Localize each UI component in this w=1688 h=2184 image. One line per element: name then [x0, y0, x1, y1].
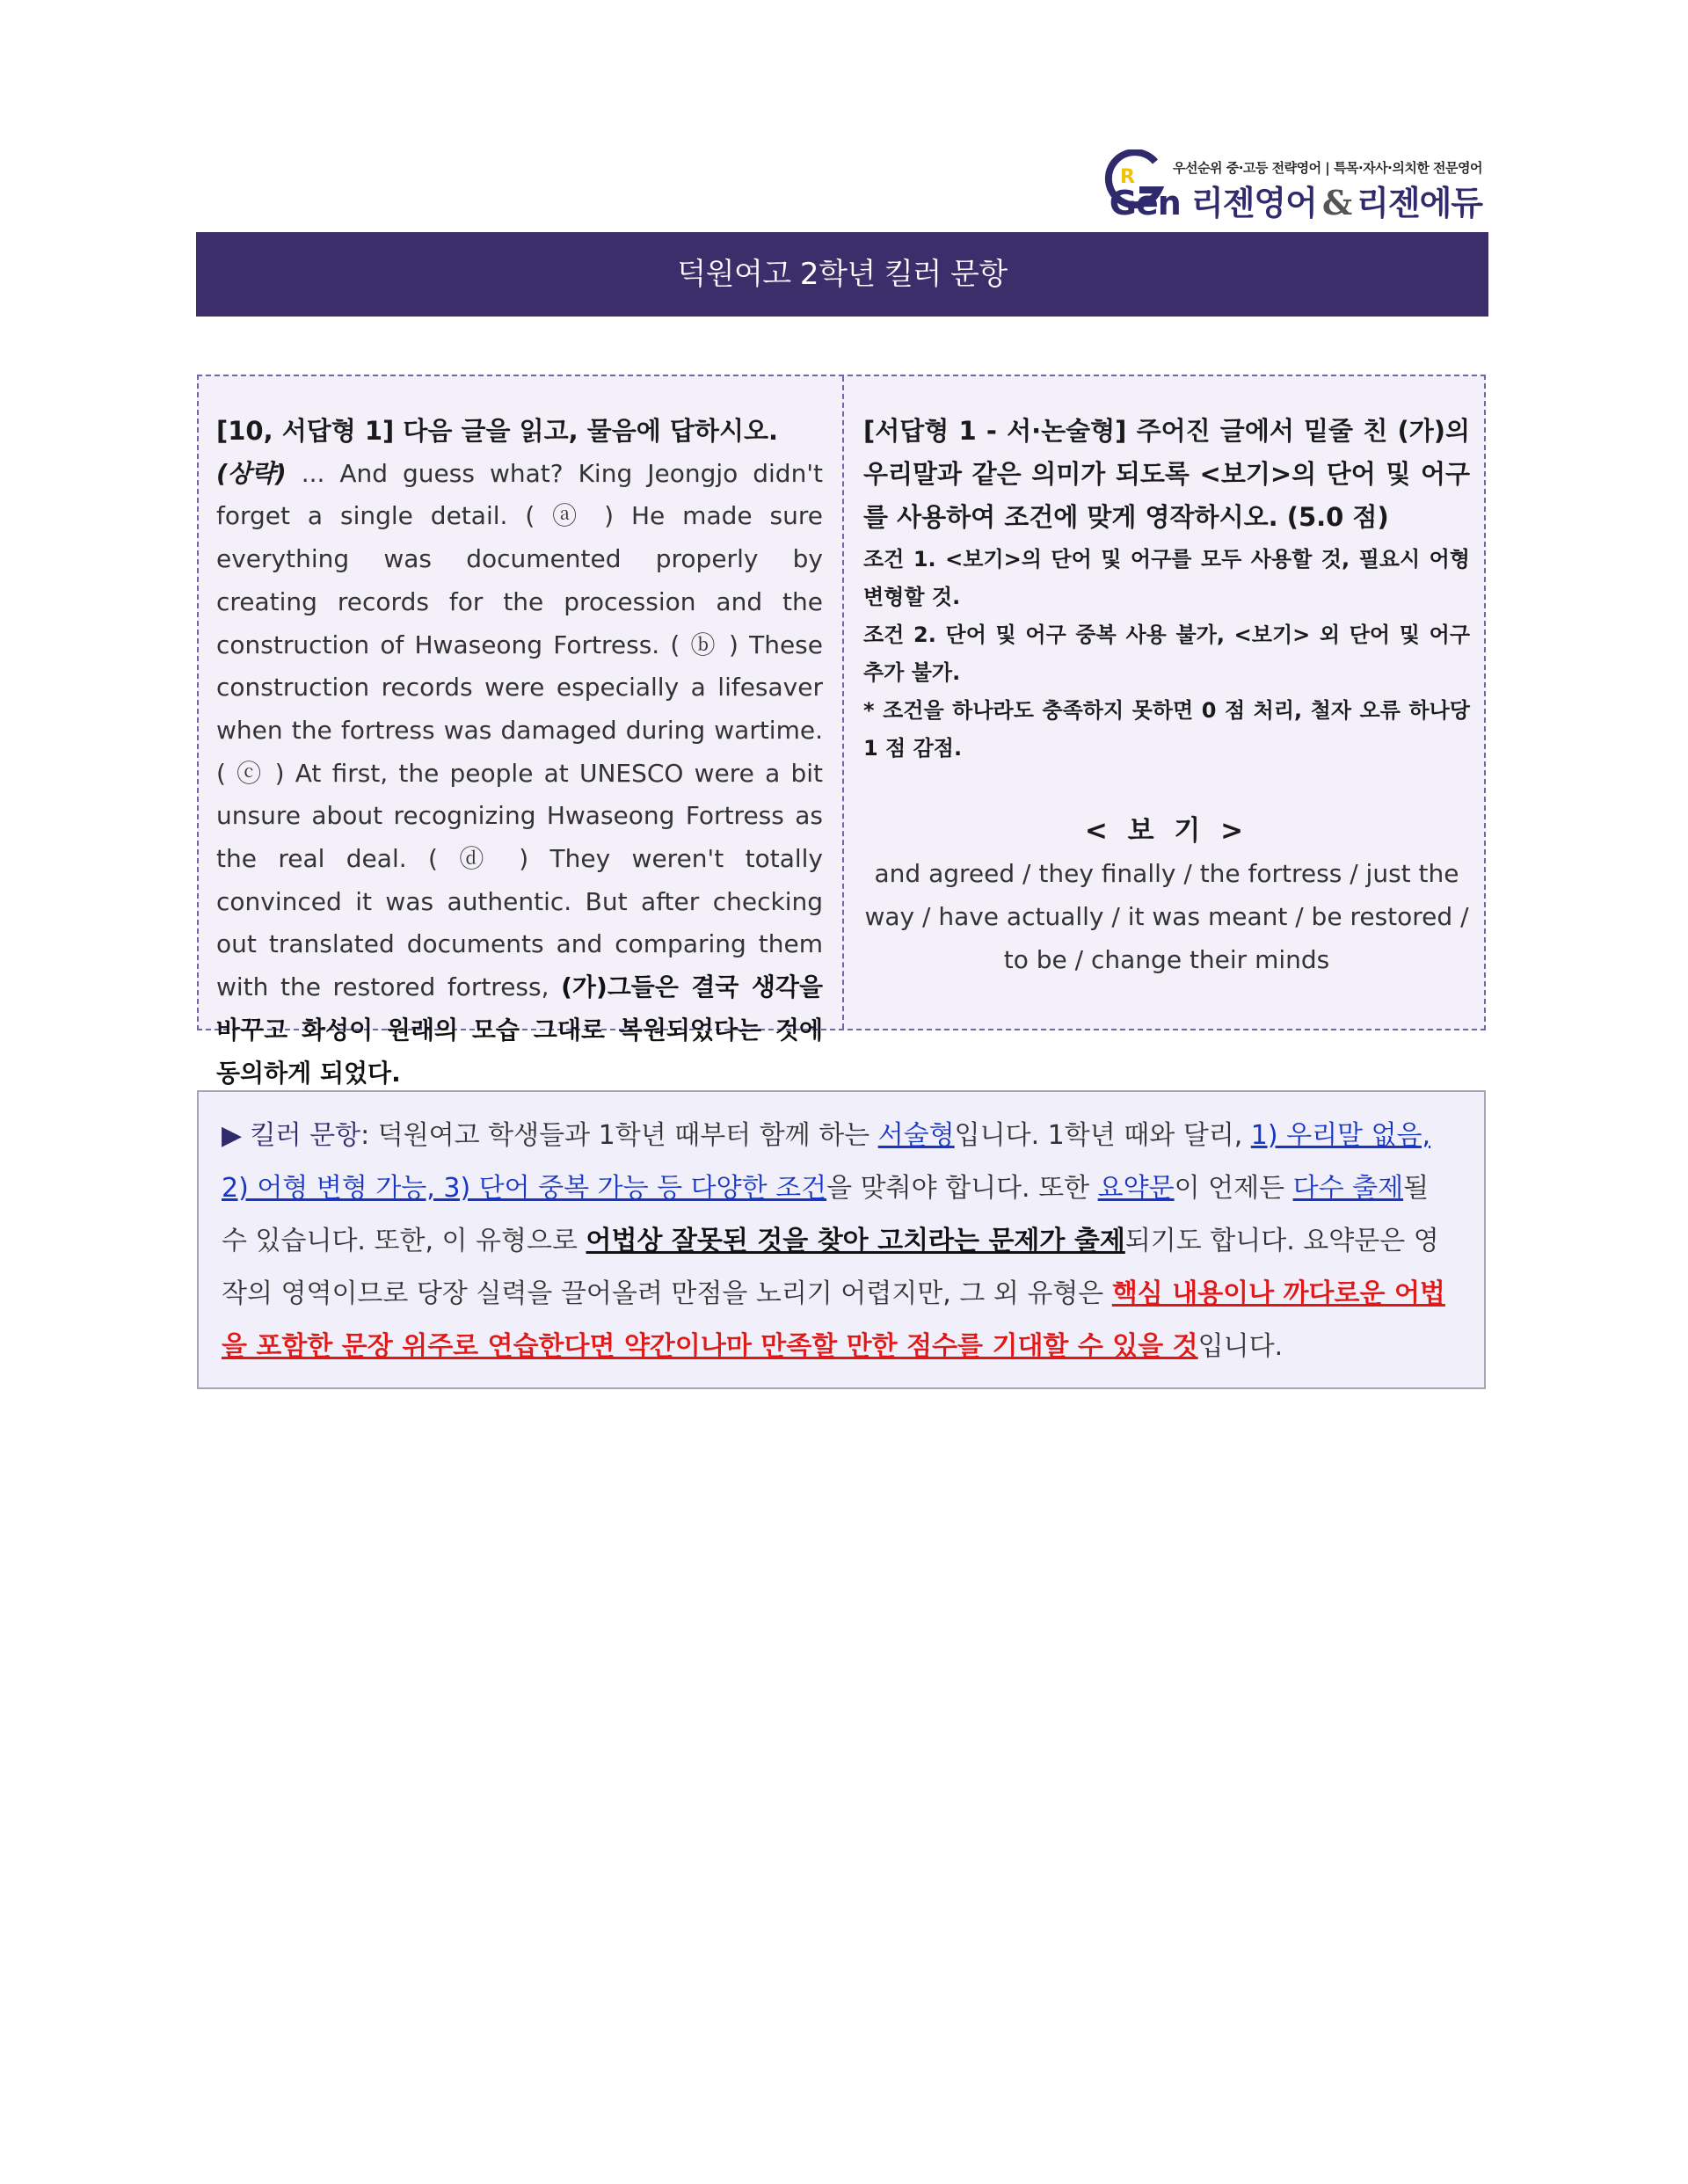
commentary-part: 이 언제든: [1174, 1173, 1293, 1204]
underlined-sentence: (가)그들은 결국 생각을 바꾸고 화성이 원래의 모습 그대로 복원되었다는 것에 동의하게 되었다.: [216, 972, 823, 1088]
commentary-part: : 덕원여고 학생들과 1학년 때부터 함께 하는: [360, 1120, 878, 1151]
logo-ampersand: &: [1321, 183, 1352, 222]
logo-brand-right: 리젠에듀: [1357, 184, 1482, 222]
logo-brand-left: Gen 리젠영어: [1109, 184, 1317, 222]
question-box: [197, 375, 1486, 1088]
commentary-part: 되기도 합니다. 요약문은 영작의 영역이므로 당장 실력을 끌어올려 만점을 노리기 어렵지만, 그 외 유형은: [222, 1226, 1439, 1309]
logo-brand-name: [1110, 176, 1482, 224]
question-heading: [10, 서답형 1] 다음 글을 읽고, 물음에 답하시오.: [216, 416, 778, 446]
logo-tagline: 우선순위 중·고등 전략영어 | 특목·자사·의치한 전문영어: [1173, 160, 1482, 176]
page-title: 덕원여고 2학년 킬러 문항: [196, 232, 1488, 317]
commentary-part: 입니다.: [1197, 1331, 1284, 1362]
bogi-word-list: and agreed / they finally / the fortress / just the way / have actually / it was meant / be restored / to be / change their minds: [864, 859, 1469, 974]
condition-2: 조건 2. 단어 및 어구 중복 사용 불가, <보기> 외 단어 및 어구 추가 불가.: [863, 622, 1470, 685]
conditions: [863, 541, 1470, 768]
highlight-blue: 1) 우리말 없음, 2) 어형 변형 가능, 3) 단어 중복 가능 등 다양한 조건: [222, 1120, 1431, 1204]
commentary-label: 킬러 문항: [242, 1120, 361, 1151]
instruction-column: [863, 410, 1470, 981]
highlight-red: 핵심 내용이나 까다로운 어법을 포함한 문장 위주로 연습한다면 약간이나마 만족할 만한 점수를 기대할 수 있을 것: [222, 1278, 1445, 1362]
passage-column: [216, 410, 823, 1095]
brand-logo: [1104, 146, 1482, 222]
scoring-note: * 조건을 하나라도 충족하지 못하면 0 점 처리, 철자 오류 하나당 1 점 감점.: [863, 698, 1470, 761]
highlight-blue: 다수 출제: [1292, 1173, 1404, 1204]
triangle-bullet-icon: ▶: [222, 1120, 243, 1151]
condition-1: 조건 1. <보기>의 단어 및 어구를 모두 사용할 것, 필요시 어형 변형할 것.: [863, 547, 1470, 609]
omitted-marker: (상략): [216, 458, 287, 488]
bogi-title: < 보 기 >: [1084, 815, 1249, 847]
highlight-blue: 요약문: [1097, 1173, 1175, 1204]
column-divider: [842, 376, 844, 1029]
passage-body: ... And guess what? King Jeongjo didn't forget a single detail. ( ⓐ ) He made sure everything was documented properly by creating records for the procession and the construction of Hwaseong Fortress. ( ⓑ ) These construction records were especially a lifesaver when the fortress was damaged during wartime. ( ⓒ ) At first, the people at UNESCO were a bit unsure about recognizing Hwaseong Fortress as the real deal. ( ⓓ ) They weren't totally convinced it was authentic. But after checking out translated documents and comparing them with the restored fortress,: [216, 458, 823, 1002]
commentary-part: 될 수 있습니다. 또한, 이 유형으로: [222, 1173, 1430, 1256]
commentary-text: [222, 1110, 1461, 1373]
instruction-heading: [서답형 1 - 서·논술형] 주어진 글에서 밑줄 친 (가)의 우리말과 같은 의미가 되도록 <보기>의 단어 및 어구를 사용하여 조건에 맞게 영작하시오. (5.0 점): [863, 416, 1470, 532]
commentary-part: 을 맞춰야 합니다. 또한: [826, 1173, 1098, 1204]
passage-text: [216, 453, 823, 1096]
highlight-blue: 서술형: [877, 1120, 955, 1151]
commentary-box: [197, 1090, 1486, 1389]
commentary-part: 입니다. 1학년 때와 달리,: [954, 1120, 1251, 1151]
highlight-bold: 어법상 잘못된 것을 찾아 고치라는 문제가 출제: [586, 1226, 1125, 1256]
logo-mark-letter: R: [1120, 166, 1135, 188]
